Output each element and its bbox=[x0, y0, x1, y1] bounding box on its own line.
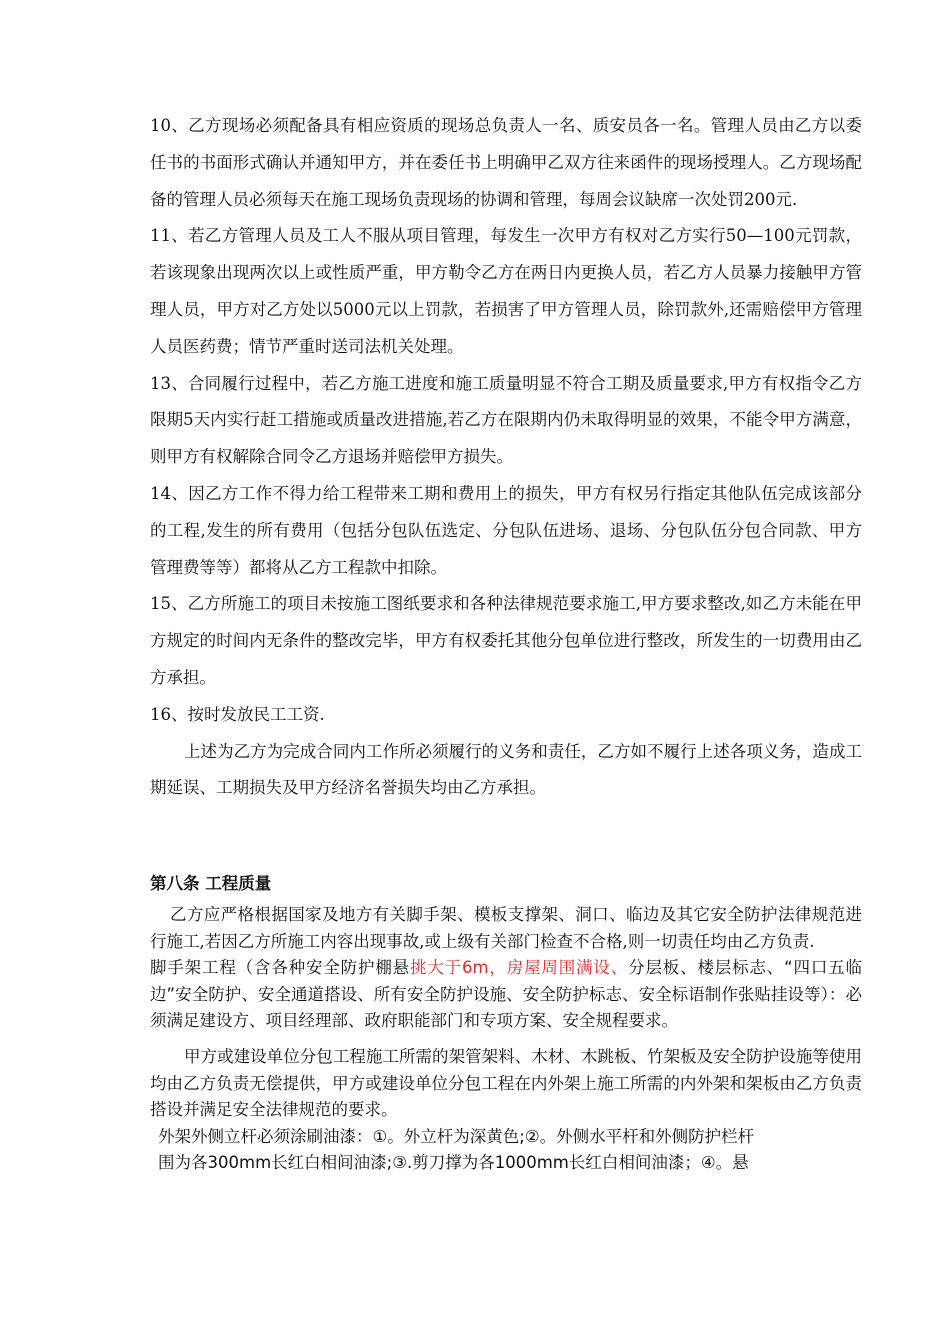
section-title: 第八条 工程质量 bbox=[150, 874, 272, 893]
paint-line-2: 围为各300mm长红白相间油漆;③.剪刀撑为各1000mm长红白相间油漆；④。悬 bbox=[158, 1153, 749, 1173]
scaffold-highlight: 挑大于6m，房屋周围满设、 bbox=[410, 958, 629, 978]
scaffold-text-end: 分层板、楼层标志、“四口五临边”安全防护、安全通道搭设、所有安全防护设施、安全防护标志、安全标语制作张贴挂设等）：必须满足建设方、项目经理部、政府职能部门和专项方案、安全规程要求。 bbox=[150, 958, 862, 1031]
section-intro: 乙方应严格根据国家及地方有关脚手架、模板支撑架、洞口、临边及其它安全防护法律规范进行施工,若因乙方所施工内容出现事故,或上级有关部门检查不合格,则一切责任均由乙方负责. bbox=[150, 905, 862, 951]
item-11: 11、若乙方管理人员及工人不服从项目管理，每发生一次甲方有权对乙方实行50—100元罚款，若该现象出现两次以上或性质严重，甲方勒令乙方在两日内更换人员，若乙方人员暴力接触甲方管理人员，甲方对乙方处以5000元以上罚款，若损害了甲方管理人员，除罚款外,还需赔偿甲方管理人员医药费；情节严重时送司法机关处理。 bbox=[150, 226, 862, 356]
item-10: 10、乙方现场必须配备具有相应资质的现场总负责人一名、质安员各一名。管理人员由乙方以委任书的书面形式确认并通知甲方，并在委任书上明确甲乙双方往来函件的现场授理人。乙方现场配备的管理人员必须每天在施工现场负责现场的协调和管理，每周会议缺席一次处罚200元. bbox=[150, 116, 862, 209]
obligation-list bbox=[150, 108, 862, 807]
scaffold-paragraph bbox=[150, 955, 862, 1035]
materials-paragraph: 甲方或建设单位分包工程施工所需的架管架料、木材、木跳板、竹架板及安全防护设施等使用均由乙方负责无偿提供，甲方或建设单位分包工程在内外架上施工所需的内外架和架板由乙方负责搭设并满足安全法律规范的要求。 bbox=[150, 1046, 862, 1120]
item-16: 16、按时发放民工工资. bbox=[150, 704, 325, 724]
scaffold-text-start: 脚手架工程（含各种安全防护棚悬 bbox=[150, 958, 411, 978]
item-15: 15、乙方所施工的项目未按施工图纸要求和各种法律规范要求施工,甲方要求整改,如乙方未能在甲方规定的时间内无条件的整改完毕，甲方有权委托其他分包单位进行整改，所发生的一切费用由乙方承担。 bbox=[150, 594, 862, 687]
item-13: 13、合同履行过程中，若乙方施工进度和施工质量明显不符合工期及质量要求,甲方有权指令乙方限期5天内实行赶工措施或质量改进措施,若乙方在限期内仍未取得明显的效果，不能令甲方满意，则甲方有权解除合同令乙方退场并赔偿甲方损失。 bbox=[150, 373, 862, 467]
item-14: 14、因乙方工作不得力给工程带来工期和费用上的损失，甲方有权另行指定其他队伍完成该部分的工程,发生的所有费用（包括分包队伍选定、分包队伍进场、退场、分包队伍分包合同款、甲方管理费等等）都将从乙方工程款中扣除。 bbox=[150, 483, 862, 577]
paint-line-1: 外架外侧立杆必须涂刷油漆：①。外立杆为深黄色;②。外侧水平杆和外侧防护栏杆 bbox=[158, 1126, 755, 1146]
section-body bbox=[150, 902, 862, 1177]
obligation-summary: 上述为乙方为完成合同内工作所必须履行的义务和责任，乙方如不履行上述各项义务，造成工期延误、工期损失及甲方经济名誉损失均由乙方承担。 bbox=[150, 741, 862, 798]
